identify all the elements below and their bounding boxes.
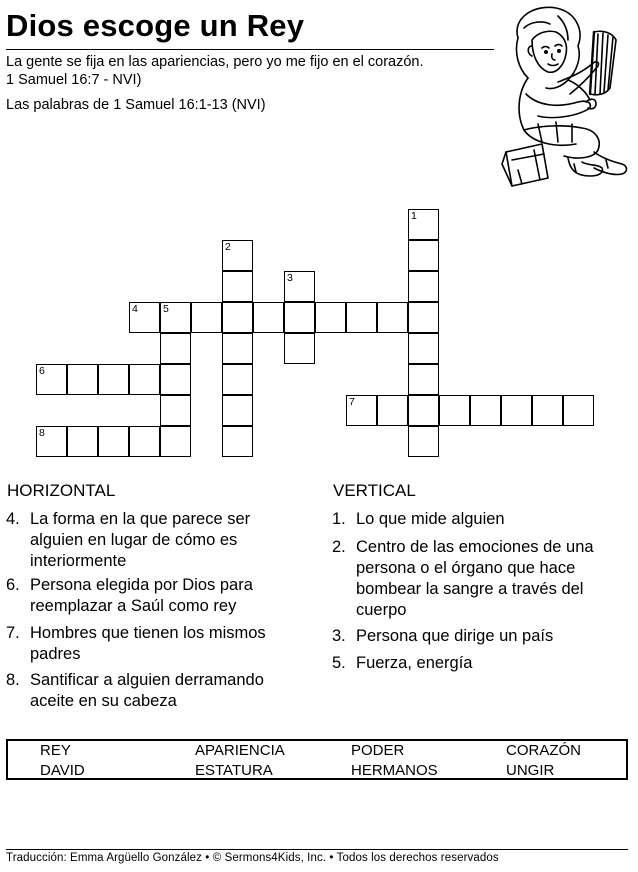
clue-number-1: 1 <box>411 210 417 222</box>
crossword-cell[interactable] <box>284 302 315 333</box>
word-bank-item: UNGIR <box>506 762 555 779</box>
crossword-cell[interactable] <box>98 364 129 395</box>
crossword-cell[interactable] <box>222 333 253 364</box>
footer-credits: Traducción: Emma Argüello González • © Sermons4Kids, Inc. • Todos los derechos reservados <box>6 852 499 864</box>
crossword-cell[interactable] <box>346 395 377 426</box>
clue-number: 3. <box>332 627 346 645</box>
crossword-cell[interactable] <box>284 333 315 364</box>
clue-down-2 <box>332 537 632 621</box>
crossword-cell[interactable] <box>222 364 253 395</box>
crossword-cell[interactable] <box>222 302 253 333</box>
crossword-cell[interactable] <box>222 395 253 426</box>
word-bank-item: APARIENCIA <box>195 742 285 759</box>
crossword-cell[interactable] <box>439 395 470 426</box>
word-bank-item: REY <box>40 742 71 759</box>
crossword-cell[interactable] <box>315 302 346 333</box>
clue-across-6 <box>6 575 296 617</box>
clue-number: 6. <box>6 576 20 594</box>
clue-number-4: 4 <box>132 303 138 315</box>
crossword-cell[interactable] <box>160 426 191 457</box>
crossword-cell[interactable] <box>408 333 439 364</box>
crossword-cell[interactable] <box>36 426 67 457</box>
horizontal-heading: HORIZONTAL <box>7 481 116 500</box>
clue-number-3: 3 <box>287 272 293 284</box>
crossword-cell[interactable] <box>532 395 563 426</box>
crossword-cell[interactable] <box>408 426 439 457</box>
crossword-cell[interactable] <box>129 426 160 457</box>
clue-down-3 <box>332 626 632 647</box>
word-bank-item: ESTATURA <box>195 762 273 779</box>
crossword-cell[interactable] <box>98 426 129 457</box>
clue-text: Persona elegida por Dios para reemplazar a Saúl como rey <box>30 576 253 615</box>
crossword-cell[interactable] <box>408 364 439 395</box>
clue-number: 4. <box>6 510 20 528</box>
crossword-cell[interactable] <box>408 302 439 333</box>
crossword-cell[interactable] <box>253 302 284 333</box>
clue-number: 8. <box>6 671 20 689</box>
word-bank-item: CORAZÓN <box>506 742 581 759</box>
crossword-cell[interactable] <box>160 302 191 333</box>
crossword-cell[interactable] <box>408 240 439 271</box>
clue-number: 7. <box>6 624 20 642</box>
word-bank-item: PODER <box>351 742 405 759</box>
title-underline <box>6 49 494 50</box>
crossword-cell[interactable] <box>36 364 67 395</box>
crossword-cell[interactable] <box>346 302 377 333</box>
clue-text: La forma en la que parece ser alguien en lugar de cómo es interiormente <box>30 510 251 570</box>
crossword-cell[interactable] <box>67 426 98 457</box>
clue-text: Persona que dirige un país <box>356 627 554 645</box>
crossword-cell[interactable] <box>129 364 160 395</box>
crossword-cell[interactable] <box>222 271 253 302</box>
crossword-cell[interactable] <box>67 364 98 395</box>
crossword-cell[interactable] <box>160 395 191 426</box>
clue-number: 1. <box>332 510 346 528</box>
word-bank <box>6 739 628 780</box>
clue-text: Lo que mide alguien <box>356 510 505 528</box>
vertical-heading: VERTICAL <box>333 481 416 500</box>
crossword-cell[interactable] <box>129 302 160 333</box>
clue-text: Fuerza, energía <box>356 654 473 672</box>
crossword-cell[interactable] <box>284 271 315 302</box>
crossword-cell[interactable] <box>501 395 532 426</box>
clue-text: Centro de las emociones de una persona o el órgano que hace bombear la sangre a través del cuerpo <box>356 538 594 619</box>
footer-divider <box>6 849 628 850</box>
crossword-cell[interactable] <box>470 395 501 426</box>
clue-number-8: 8 <box>39 427 45 439</box>
scripture-source: Las palabras de 1 Samuel 16:1-13 (NVI) <box>6 97 266 113</box>
clue-text: Hombres que tienen los mismos padres <box>30 624 266 663</box>
clue-text: Santificar a alguien derramando aceite en su cabeza <box>30 671 264 710</box>
page-title: Dios escoge un Rey <box>6 8 305 43</box>
clue-across-8 <box>6 670 306 712</box>
clue-number: 5. <box>332 654 346 672</box>
clue-number-7: 7 <box>349 396 355 408</box>
crossword-cell[interactable] <box>160 364 191 395</box>
clue-across-4 <box>6 509 296 572</box>
crossword-cell[interactable] <box>222 426 253 457</box>
crossword-cell[interactable] <box>377 395 408 426</box>
clue-number-5: 5 <box>163 303 169 315</box>
clue-down-5 <box>332 653 632 674</box>
clue-number-2: 2 <box>225 241 231 253</box>
word-bank-item: DAVID <box>40 762 85 779</box>
word-bank-item: HERMANOS <box>351 762 438 779</box>
crossword-cell[interactable] <box>377 302 408 333</box>
clue-number-6: 6 <box>39 365 45 377</box>
crossword-cell[interactable] <box>408 395 439 426</box>
clue-across-7 <box>6 623 306 665</box>
crossword-cell[interactable] <box>222 240 253 271</box>
crossword-cell[interactable] <box>160 333 191 364</box>
clue-down-1 <box>332 509 632 530</box>
crossword-cell[interactable] <box>191 302 222 333</box>
clue-number: 2. <box>332 538 346 556</box>
crossword-cell[interactable] <box>563 395 594 426</box>
memory-verse: La gente se fija en las apariencias, pero yo me fijo en el corazón. <box>6 54 424 70</box>
crossword-cell[interactable] <box>408 271 439 302</box>
verse-reference: 1 Samuel 16:7 - NVI) <box>6 72 142 88</box>
crossword-cell[interactable] <box>408 209 439 240</box>
david-playing-harp-illustration <box>498 2 630 188</box>
